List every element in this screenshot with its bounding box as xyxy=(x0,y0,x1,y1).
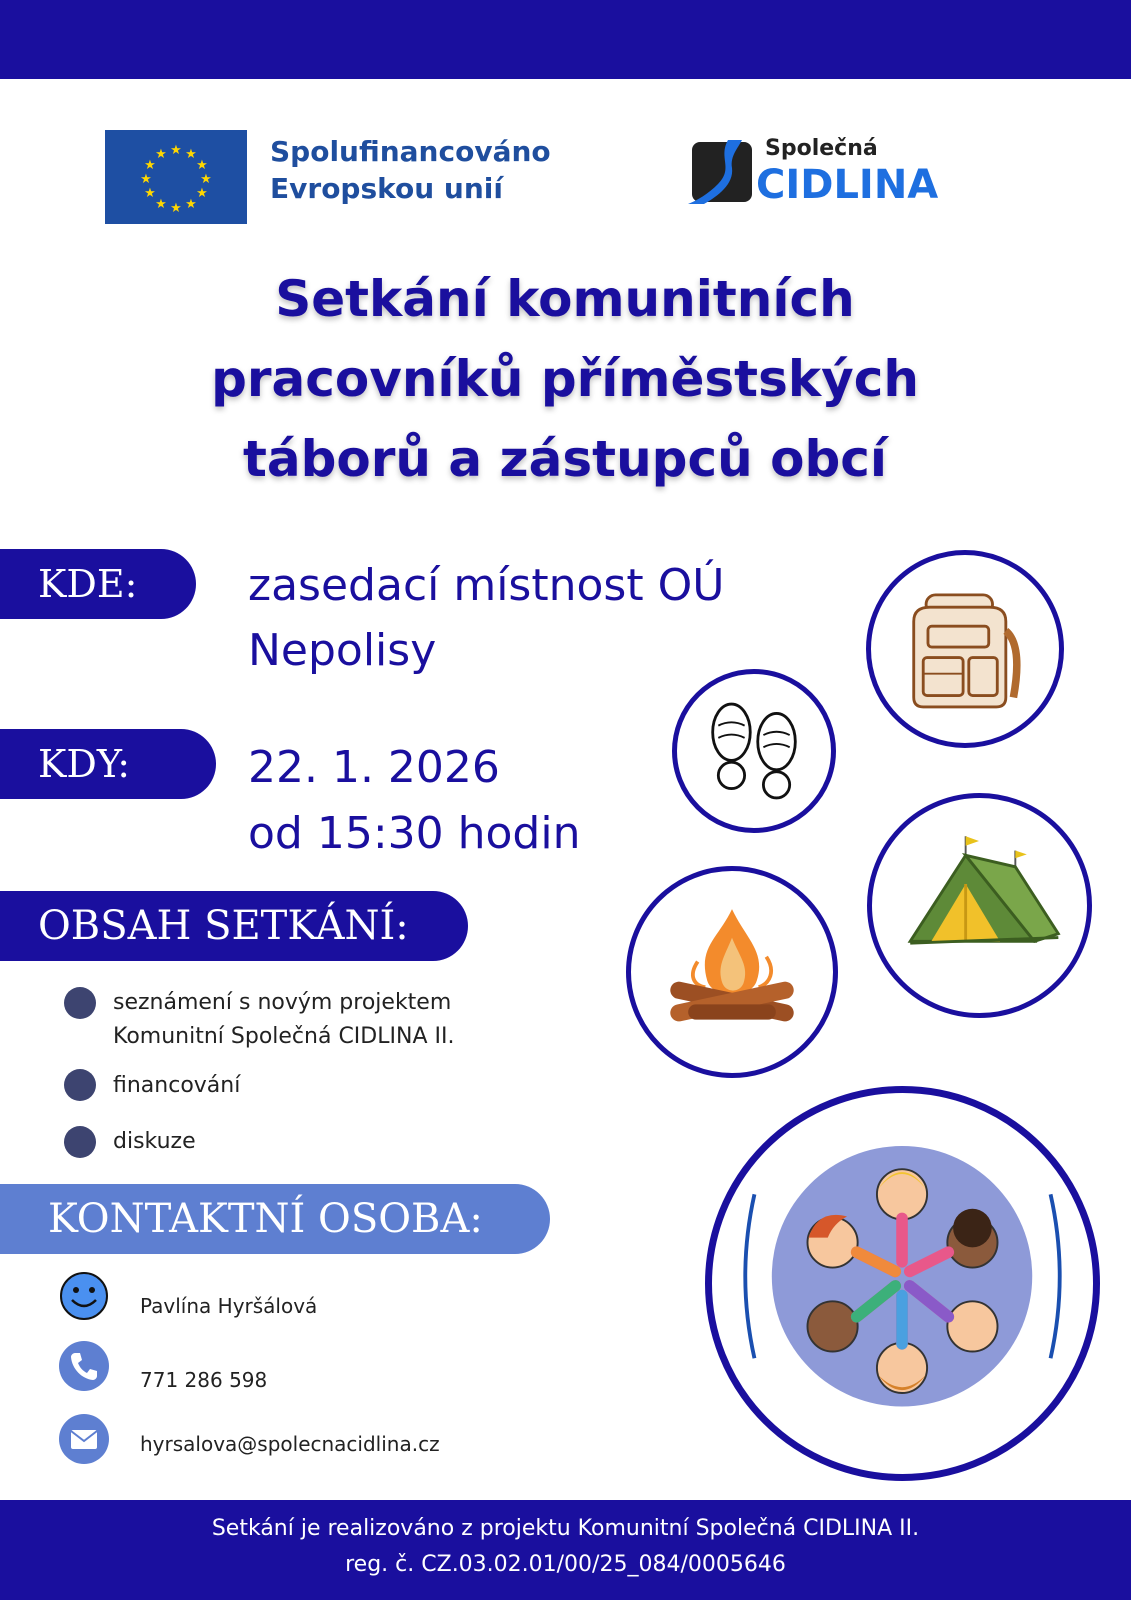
svg-text:★: ★ xyxy=(170,143,182,158)
svg-text:★: ★ xyxy=(144,186,156,201)
content-item-1-line1: seznámení s novým projektem xyxy=(113,990,452,1015)
svg-text:★: ★ xyxy=(144,158,156,173)
page-title-line2: pracovníků příměstských xyxy=(211,350,919,408)
tent-illustration xyxy=(867,793,1092,1018)
campfire-illustration xyxy=(626,866,838,1078)
svg-text:★: ★ xyxy=(185,197,197,212)
contact-phone[interactable]: 771 286 598 xyxy=(140,1368,268,1392)
when-value-line2: od 15:30 hodin xyxy=(248,808,581,859)
cidlina-logo-icon xyxy=(688,138,756,206)
eu-cofinanced-line1: Spolufinancováno xyxy=(270,135,551,168)
bullet-icon xyxy=(64,1069,96,1101)
top-bar xyxy=(0,0,1131,79)
content-item-3: diskuze xyxy=(113,1129,196,1154)
svg-text:★: ★ xyxy=(200,172,212,187)
contact-label-pill xyxy=(0,1184,550,1254)
content-label-pill xyxy=(0,891,468,961)
logo-text-big: CIDLINA xyxy=(756,162,939,208)
content-item-2: financování xyxy=(113,1073,241,1098)
page-title-line1: Setkání komunitních xyxy=(275,270,855,328)
smiley-icon xyxy=(58,1270,110,1322)
when-value-line1: 22. 1. 2026 xyxy=(248,742,500,793)
page-title-line3: táborů a zástupců obcí xyxy=(242,430,888,488)
svg-text:★: ★ xyxy=(196,158,208,173)
contact-name: Pavlína Hyršálová xyxy=(140,1294,318,1318)
mail-icon xyxy=(58,1413,110,1465)
where-label: KDE: xyxy=(38,562,138,606)
where-value-line2: Nepolisy xyxy=(248,625,437,676)
eu-cofinanced-line2: Evropskou unií xyxy=(270,172,503,205)
footer-line2: reg. č. CZ.03.02.01/00/25_084/0005646 xyxy=(345,1552,786,1577)
when-label: KDY: xyxy=(38,742,131,786)
contact-label: KONTAKTNÍ OSOBA: xyxy=(48,1196,483,1242)
when-label-pill xyxy=(0,729,216,799)
eu-flag-logo xyxy=(105,130,247,224)
children-circle-illustration xyxy=(705,1086,1100,1481)
footer-line1: Setkání je realizováno z projektu Komunitní Společná CIDLINA II. xyxy=(211,1516,920,1541)
svg-text:★: ★ xyxy=(185,147,197,162)
logo-text-small: Společná xyxy=(765,136,878,161)
svg-text:★: ★ xyxy=(155,147,167,162)
backpack-illustration xyxy=(866,550,1064,748)
svg-text:★: ★ xyxy=(155,197,167,212)
svg-text:★: ★ xyxy=(140,172,152,187)
where-value-line1: zasedací místnost OÚ xyxy=(248,560,725,611)
svg-text:★: ★ xyxy=(196,186,208,201)
where-label-pill xyxy=(0,549,196,619)
content-label: OBSAH SETKÁNÍ: xyxy=(38,903,409,949)
contact-email[interactable]: hyrsalova@spolecnacidlina.cz xyxy=(140,1432,440,1456)
footprints-illustration xyxy=(672,669,836,833)
content-item-1-line2: Komunitní Společná CIDLINA II. xyxy=(113,1024,455,1049)
footer-bar xyxy=(0,1500,1131,1600)
bullet-icon xyxy=(64,987,96,1019)
bullet-icon xyxy=(64,1126,96,1158)
svg-text:★: ★ xyxy=(170,201,182,216)
phone-icon xyxy=(58,1340,110,1392)
